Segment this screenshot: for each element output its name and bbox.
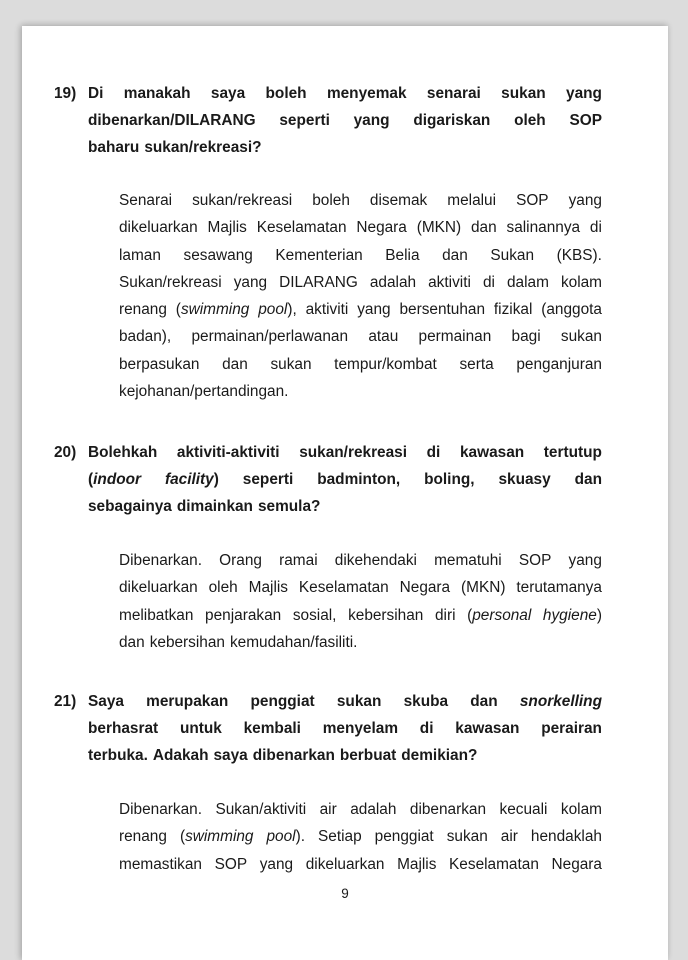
word: sukan — [336, 693, 382, 710]
answer-line — [119, 574, 602, 601]
word: dan — [119, 633, 145, 651]
word: pool). — [266, 828, 306, 846]
word: Negara — [356, 219, 407, 237]
question-number: 20) — [54, 444, 77, 461]
word: yang — [566, 85, 602, 102]
answer-line — [119, 602, 602, 629]
word: atau — [368, 328, 399, 346]
word: menyelam — [322, 720, 399, 737]
word: fizikal — [493, 301, 533, 319]
word: dikehendaki — [334, 552, 417, 569]
word: yang — [259, 855, 294, 873]
word: sosial, — [292, 606, 337, 624]
word: Di — [88, 85, 104, 102]
word: kawasan — [455, 720, 520, 737]
word: disemak — [369, 192, 428, 209]
word: SOP — [516, 192, 549, 209]
answer-line — [119, 823, 602, 850]
word: SOP — [569, 112, 602, 129]
word: yang — [568, 552, 602, 569]
word: laman — [119, 246, 161, 264]
word: Keselamatan — [449, 855, 539, 873]
word: Sukan — [490, 246, 535, 264]
word: berhasrat — [88, 720, 159, 737]
word: oleh — [514, 112, 546, 129]
word: di — [482, 273, 495, 291]
word: snorkelling — [519, 693, 602, 710]
word: Sukan/aktiviti — [215, 801, 307, 818]
word: dimainkan — [176, 498, 253, 515]
word: dan — [574, 471, 602, 488]
word: dan — [442, 246, 468, 264]
word: dibenarkan/DILARANG — [88, 112, 256, 129]
word: adalah — [369, 273, 417, 291]
word: di — [426, 444, 441, 461]
word: hendaklah — [530, 828, 602, 846]
word: renang — [119, 301, 167, 319]
word: manakah — [123, 85, 191, 102]
answer-21 — [119, 796, 602, 878]
word: Majlis — [248, 579, 288, 597]
word: aktiviti — [305, 301, 349, 319]
word: di — [419, 720, 434, 737]
word: penganjuran — [516, 355, 602, 373]
word: sukan — [501, 85, 546, 102]
answer-line — [119, 296, 602, 323]
question-line — [88, 107, 602, 134]
word: permainan/perlawanan — [191, 328, 349, 346]
word: Sukan/rekreasi — [119, 273, 222, 291]
word: Belia — [385, 246, 420, 264]
word: baharu — [88, 139, 140, 156]
word: bersentuhan — [399, 301, 486, 319]
word: (KBS). — [556, 246, 602, 264]
word: air — [500, 828, 518, 846]
word: kebersihan — [149, 633, 225, 651]
word: SOP — [518, 552, 552, 569]
answer-line — [119, 851, 602, 878]
word: seperti — [242, 471, 294, 488]
word: Majlis — [397, 855, 437, 873]
word: yang — [357, 301, 391, 319]
word: yang — [568, 192, 602, 209]
word: yang — [353, 112, 390, 129]
word: (anggota — [541, 301, 602, 319]
word: Senarai — [119, 192, 173, 209]
word: senarai — [426, 85, 481, 102]
question-line — [88, 742, 602, 769]
word: memastikan — [119, 855, 202, 873]
question-line — [88, 688, 602, 715]
word: sukan/rekreasi — [299, 444, 408, 461]
word: dan — [222, 355, 248, 373]
word: seperti — [279, 112, 330, 129]
word: (swimming — [179, 828, 254, 846]
word: Adakah — [152, 747, 209, 764]
word: demikian? — [401, 747, 478, 764]
question-line — [88, 439, 602, 466]
word: kolam — [560, 801, 602, 818]
question-19 — [54, 80, 602, 161]
document-page — [22, 26, 668, 960]
word: badminton, — [317, 471, 401, 488]
word: di — [589, 219, 602, 237]
question-line — [88, 466, 602, 493]
word: kolam — [560, 273, 602, 291]
word: berpasukan — [119, 355, 200, 373]
word: pool), — [258, 301, 297, 319]
answer-20 — [119, 547, 602, 656]
word: dikeluarkan — [119, 579, 198, 597]
answer-line — [119, 242, 602, 269]
word: Majlis — [207, 219, 247, 237]
word: sebagainya — [88, 498, 172, 515]
page-content — [22, 26, 668, 960]
word: kejohanan/pertandingan. — [119, 383, 289, 401]
word: merupakan — [146, 693, 229, 710]
word: skuba — [403, 693, 449, 710]
word: penggiat — [374, 828, 434, 846]
word: SOP — [214, 855, 248, 873]
answer-line — [119, 351, 602, 378]
word: Dibenarkan. — [119, 801, 202, 818]
word: sukan/rekreasi — [192, 192, 293, 209]
word: menyemak — [326, 85, 407, 102]
word: kemudahan/fasiliti. — [229, 633, 358, 651]
word: Keselamatan — [298, 579, 389, 597]
word: boling, — [424, 471, 475, 488]
word: air — [319, 801, 337, 818]
word: perairan — [541, 720, 602, 737]
word: DILARANG — [279, 273, 358, 291]
question-number: 21) — [54, 693, 77, 710]
word: tempur/kombat — [334, 355, 437, 373]
answer-line — [119, 187, 602, 214]
word: melibatkan — [119, 606, 194, 624]
word: hygiene) — [542, 606, 602, 624]
question-line — [88, 134, 602, 161]
word: oleh — [208, 579, 238, 597]
word: diri — [434, 606, 456, 624]
word: Setiap — [318, 828, 362, 846]
word: (MKN) — [461, 579, 506, 597]
word: terutamanya — [516, 579, 602, 597]
word: saya — [213, 747, 248, 764]
word: kawasan — [459, 444, 525, 461]
word: dan — [470, 693, 498, 710]
word: kembali — [243, 720, 301, 737]
word: melalui — [447, 192, 497, 209]
word: mematuhi — [434, 552, 502, 569]
word: (personal — [467, 606, 532, 624]
question-line — [88, 80, 602, 107]
answer-line — [119, 629, 602, 656]
answer-line — [119, 378, 602, 405]
word: kebersihan — [348, 606, 424, 624]
word: saya — [210, 85, 246, 102]
word: dibenarkan — [252, 747, 335, 764]
word: Bolehkah — [88, 444, 158, 461]
word: aktiviti-aktiviti — [176, 444, 280, 461]
word: penggiat — [250, 693, 315, 710]
word: (swimming — [175, 301, 250, 319]
word: dikeluarkan — [305, 855, 385, 873]
word: dibenarkan — [409, 801, 487, 818]
word: permainan — [418, 328, 492, 346]
word: Saya — [88, 693, 124, 710]
word: boleh — [265, 85, 307, 102]
word: aktiviti — [428, 273, 471, 291]
word: Negara — [399, 579, 451, 597]
answer-19 — [119, 187, 602, 405]
word: renang — [119, 828, 167, 846]
word: semula? — [257, 498, 321, 515]
word: digariskan — [413, 112, 491, 129]
word: Dibenarkan. — [119, 552, 202, 569]
question-20 — [54, 439, 602, 520]
answer-line — [119, 547, 602, 574]
question-21 — [54, 688, 602, 769]
question-number: 19) — [54, 85, 77, 102]
word: Kementerian — [275, 246, 363, 264]
word: dan — [470, 219, 497, 237]
word: sesawang — [183, 246, 253, 264]
word: salinannya — [506, 219, 581, 237]
word: Negara — [551, 855, 602, 873]
word: penjarakan — [205, 606, 282, 624]
word: dalam — [506, 273, 549, 291]
word: Orang — [219, 552, 262, 569]
word: tertutup — [543, 444, 602, 461]
word: (indoor — [88, 471, 142, 488]
word: skuasy — [498, 471, 551, 488]
answer-line — [119, 796, 602, 823]
answer-line — [119, 323, 602, 350]
answer-line — [119, 214, 602, 241]
word: adalah — [350, 801, 397, 818]
word: badan), — [119, 328, 172, 346]
word: facility) — [164, 471, 219, 488]
word: bagi — [511, 328, 541, 346]
answer-line — [119, 269, 602, 296]
word: dikeluarkan — [119, 219, 198, 237]
word: terbuka. — [88, 747, 148, 764]
word: berbuat — [339, 747, 397, 764]
word: untuk — [179, 720, 222, 737]
word: sukan — [560, 328, 602, 346]
page-number: 9 — [341, 886, 349, 901]
word: yang — [233, 273, 268, 291]
word: ramai — [279, 552, 318, 569]
word: serta — [459, 355, 494, 373]
question-line — [88, 493, 602, 520]
word: boleh — [312, 192, 350, 209]
word: sukan — [446, 828, 488, 846]
word: sukan/rekreasi? — [144, 139, 262, 156]
word: kecuali — [499, 801, 548, 818]
word: Keselamatan — [256, 219, 347, 237]
word: sukan — [270, 355, 312, 373]
word: (MKN) — [416, 219, 462, 237]
question-line — [88, 715, 602, 742]
